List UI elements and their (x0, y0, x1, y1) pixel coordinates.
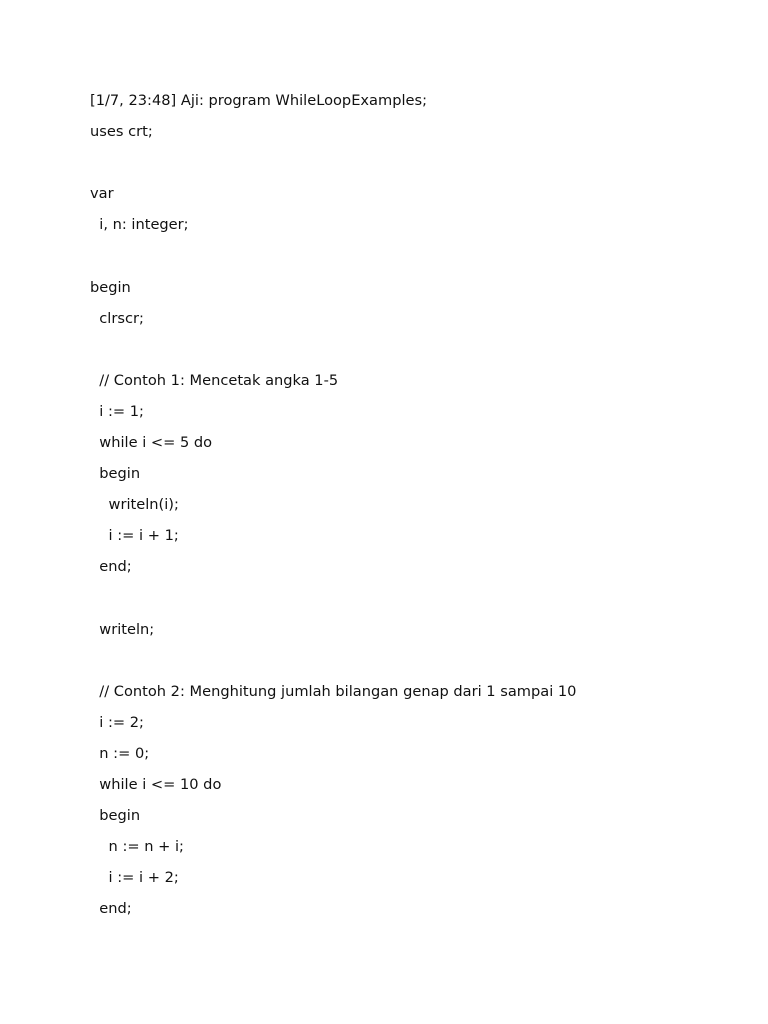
code-line: writeln; (90, 620, 155, 638)
code-line: var (90, 185, 114, 203)
code-line: clrscr; (90, 309, 144, 327)
code-line (90, 588, 730, 619)
code-comment-line: // Contoh 1: Mencetak angka 1-5 (90, 371, 339, 389)
code-line: begin (90, 278, 131, 296)
code-line: [1/7, 23:48] Aji: program WhileLoopExamples; (90, 92, 428, 109)
code-line: i := i + 1; (90, 527, 179, 545)
code-line (90, 245, 730, 276)
code-line (90, 152, 730, 183)
code-comment-line: // Contoh 2: Menghitung jumlah bilangan genap dari 1 sampai 10 (90, 682, 577, 700)
code-line: n := 0; (90, 744, 150, 762)
code-listing (90, 90, 730, 930)
code-line: writeln(i); (90, 496, 179, 514)
code-line: while i <= 5 do (90, 434, 213, 452)
code-line: n := n + i; (90, 838, 184, 856)
code-line: begin (90, 465, 141, 483)
code-line: i, n: integer; (90, 216, 189, 234)
code-line (90, 650, 730, 681)
code-line: i := i + 2; (90, 869, 179, 887)
code-line: end; (90, 558, 132, 576)
code-line: uses crt; (90, 123, 153, 141)
code-line: i := 2; (90, 713, 144, 731)
code-line: begin (90, 807, 141, 825)
code-line (90, 339, 730, 370)
code-line: while i <= 10 do (90, 776, 222, 794)
code-line: end; (90, 900, 132, 918)
code-line: i := 1; (90, 402, 144, 420)
